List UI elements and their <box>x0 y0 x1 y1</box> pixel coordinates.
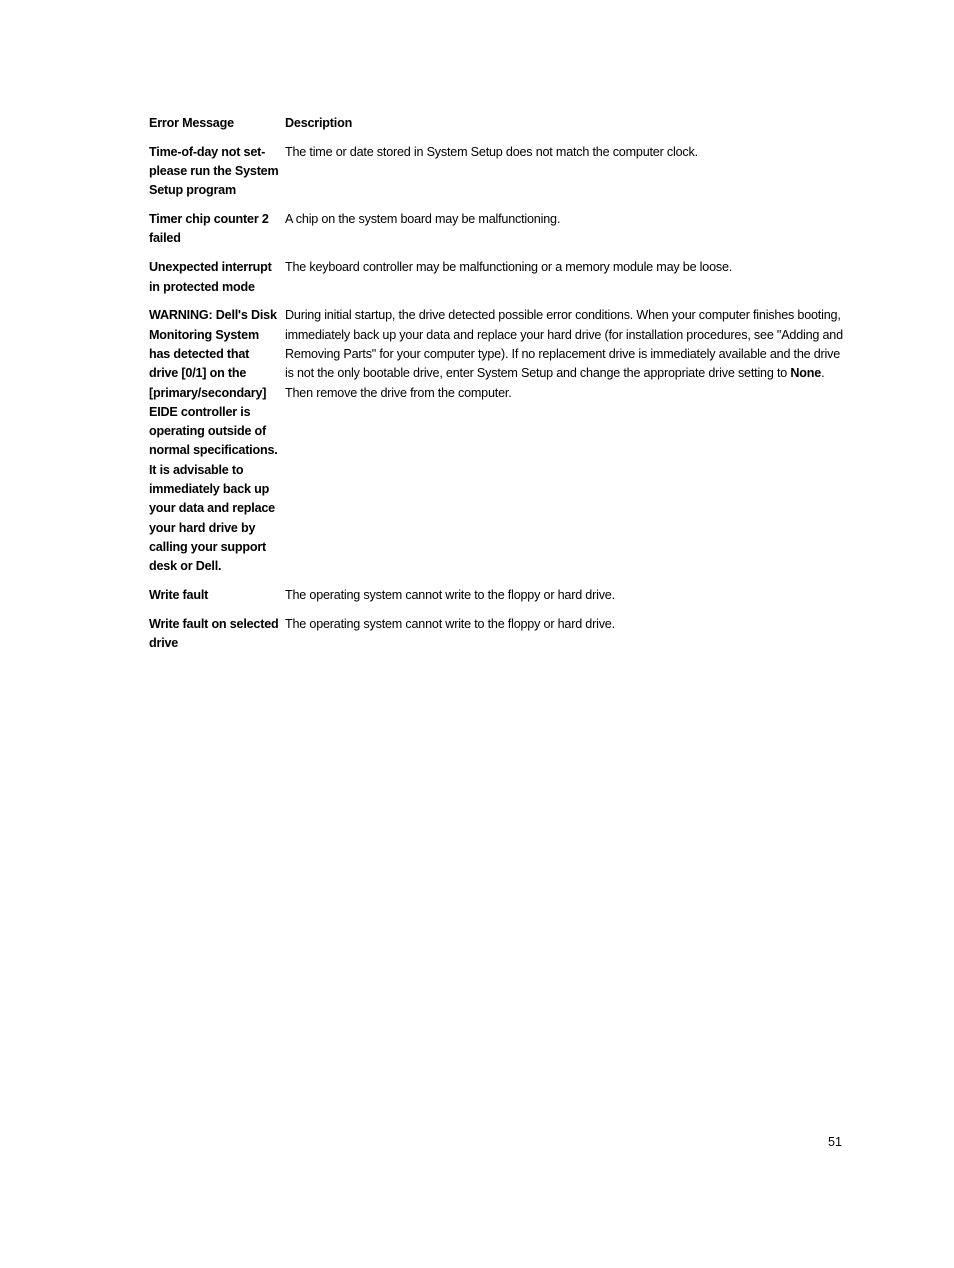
error-message-cell: Time-of-day not set-please run the System Setup program <box>149 144 279 198</box>
table-row <box>143 258 843 306</box>
drive-setting-value: None <box>790 366 822 381</box>
description-cell: The keyboard controller may be malfunctioning or a memory module may be loose. <box>285 260 733 275</box>
description-cell: The operating system cannot write to the floppy or hard drive. <box>285 616 615 631</box>
description-cell: A chip on the system board may be malfunctioning. <box>285 212 561 227</box>
description-cell: The time or date stored in System Setup does not match the computer clock. <box>285 144 698 159</box>
header-error-message: Error Message <box>149 116 234 130</box>
error-message-cell: Unexpected interrupt in protected mode <box>149 260 272 294</box>
description-text: . Then remove the drive from the computer. <box>285 366 825 400</box>
description-cell: The operating system cannot write to the floppy or hard drive. <box>285 588 615 603</box>
description-cell <box>279 306 843 586</box>
table-header-row <box>143 114 843 143</box>
description-text: During initial startup, the drive detected possible error conditions. When your computer finishes booting, immediately back up your data and replace your hard drive (for installation procedures, see "Adding and Removing Parts" for your computer type). If no replacement drive is immediately available and the drive is not the only bootable drive, enter System Setup and change the appropriate drive setting to <box>285 308 843 381</box>
table-row <box>143 586 843 615</box>
error-message-cell: Timer chip counter 2 failed <box>149 212 269 246</box>
error-message-cell: Write fault on selected drive <box>149 616 279 651</box>
table-row <box>143 210 843 258</box>
error-message-table <box>143 114 843 663</box>
error-message-cell: Write fault <box>149 588 209 603</box>
table-row <box>143 143 843 210</box>
table-row <box>143 306 843 586</box>
table-row <box>143 615 843 663</box>
header-description: Description <box>285 116 353 130</box>
error-message-cell: WARNING: Dell's Disk Monitoring System has detected that drive [0/1] on the [primary/secondary] EIDE controller is operating outside of normal specifications. It is advisable to immediately back up your data and replace your hard drive by calling your support desk or Dell. <box>149 308 278 574</box>
page-number: 51 <box>827 1135 842 1149</box>
